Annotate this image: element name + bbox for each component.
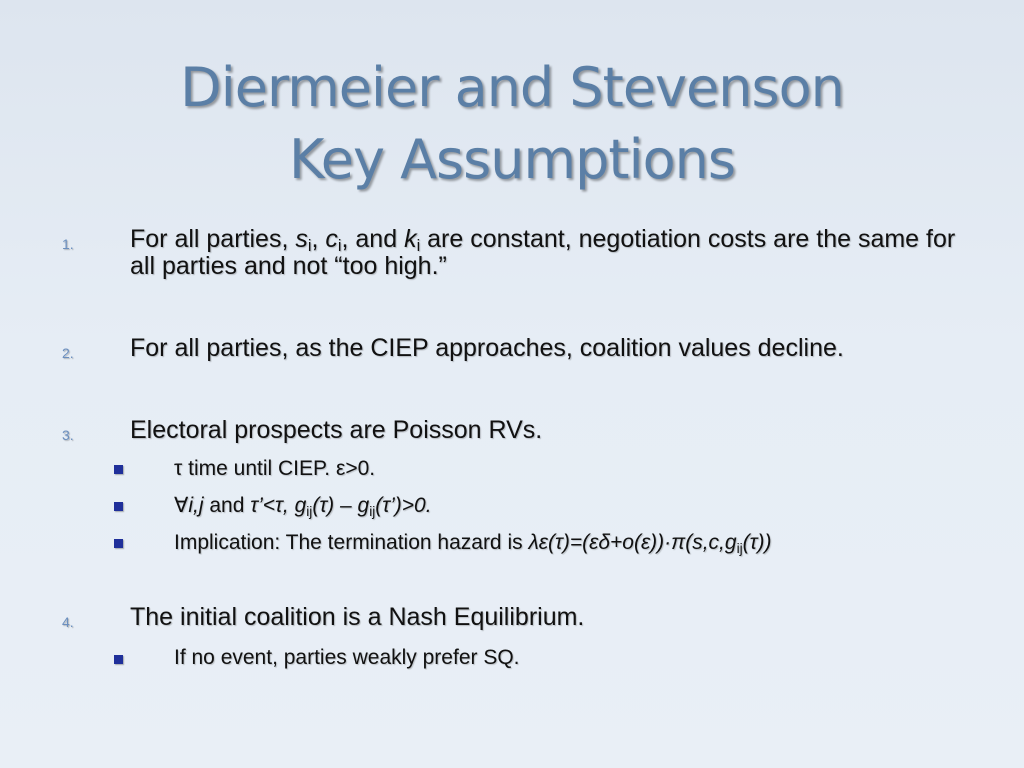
forall-symbol: ∀: [174, 494, 189, 517]
sub-ij-2: ij: [369, 504, 376, 519]
item-1-text-b: , and: [341, 225, 405, 253]
g-diff-expr: (τ) – g: [312, 494, 370, 517]
var-c: c: [325, 225, 338, 253]
g-end-expr: (τ’)>0.: [375, 494, 432, 517]
bullet-3-2: [114, 502, 123, 511]
sub-item-3-3: [174, 531, 994, 555]
sub-item-3-2: [174, 494, 994, 518]
item-number-1: 1.: [62, 236, 74, 252]
bullet-3-1: [114, 465, 123, 474]
sub-ij-3: ij: [736, 541, 743, 556]
item-1-text-a: For all parties,: [130, 225, 296, 253]
sub-i-1: i: [307, 237, 312, 255]
item-number-3: 3.: [62, 427, 74, 443]
list-item-4: The initial coalition is a Nash Equilibrium.: [130, 603, 585, 631]
item-number-2: 2.: [62, 345, 74, 361]
list-item-3: Electoral prospects are Poisson RVs.: [130, 416, 543, 444]
sub-item-3-1-text: time until CIEP.: [182, 457, 336, 480]
sub-i-2: i: [337, 237, 342, 255]
bullet-3-3: [114, 539, 123, 548]
hazard-formula-b: (τ)): [742, 531, 772, 554]
sub-item-3-1: [174, 457, 994, 481]
sub-item-3-1-tail: >0.: [345, 457, 376, 480]
tau-symbol: τ: [174, 457, 183, 480]
sub-ij-1: ij: [306, 504, 313, 519]
list-item-2: For all parties, as the CIEP approaches, coalition values decline.: [130, 334, 844, 362]
item-number-4: 4.: [62, 614, 74, 630]
list-item-1: [130, 226, 970, 280]
implication-text: Implication: The termination hazard is: [174, 531, 529, 554]
item-1-comma: ,: [311, 225, 326, 253]
ij-vars: i,j: [188, 494, 204, 517]
title-line-2: Key Assumptions: [289, 128, 735, 191]
epsilon-symbol: ε: [335, 457, 346, 480]
sub-item-4-1: If no event, parties weakly prefer SQ.: [174, 646, 520, 669]
title-line-1: Diermeier and Stevenson: [180, 56, 844, 119]
var-k: k: [404, 225, 417, 253]
tau-prime-expr: τ’<τ, g: [250, 494, 307, 517]
bullet-4-1: [114, 655, 123, 664]
item-1-text-c: are constant, negotiation costs are the same for all parties and not “too high.”: [130, 225, 956, 280]
sub-i-3: i: [416, 237, 421, 255]
slide-title: [0, 52, 1024, 196]
var-s: s: [295, 225, 308, 253]
hazard-formula-a: λε(τ)=(εδ+o(ε))·π(s,c,g: [528, 531, 737, 554]
and-text: and: [203, 494, 251, 517]
